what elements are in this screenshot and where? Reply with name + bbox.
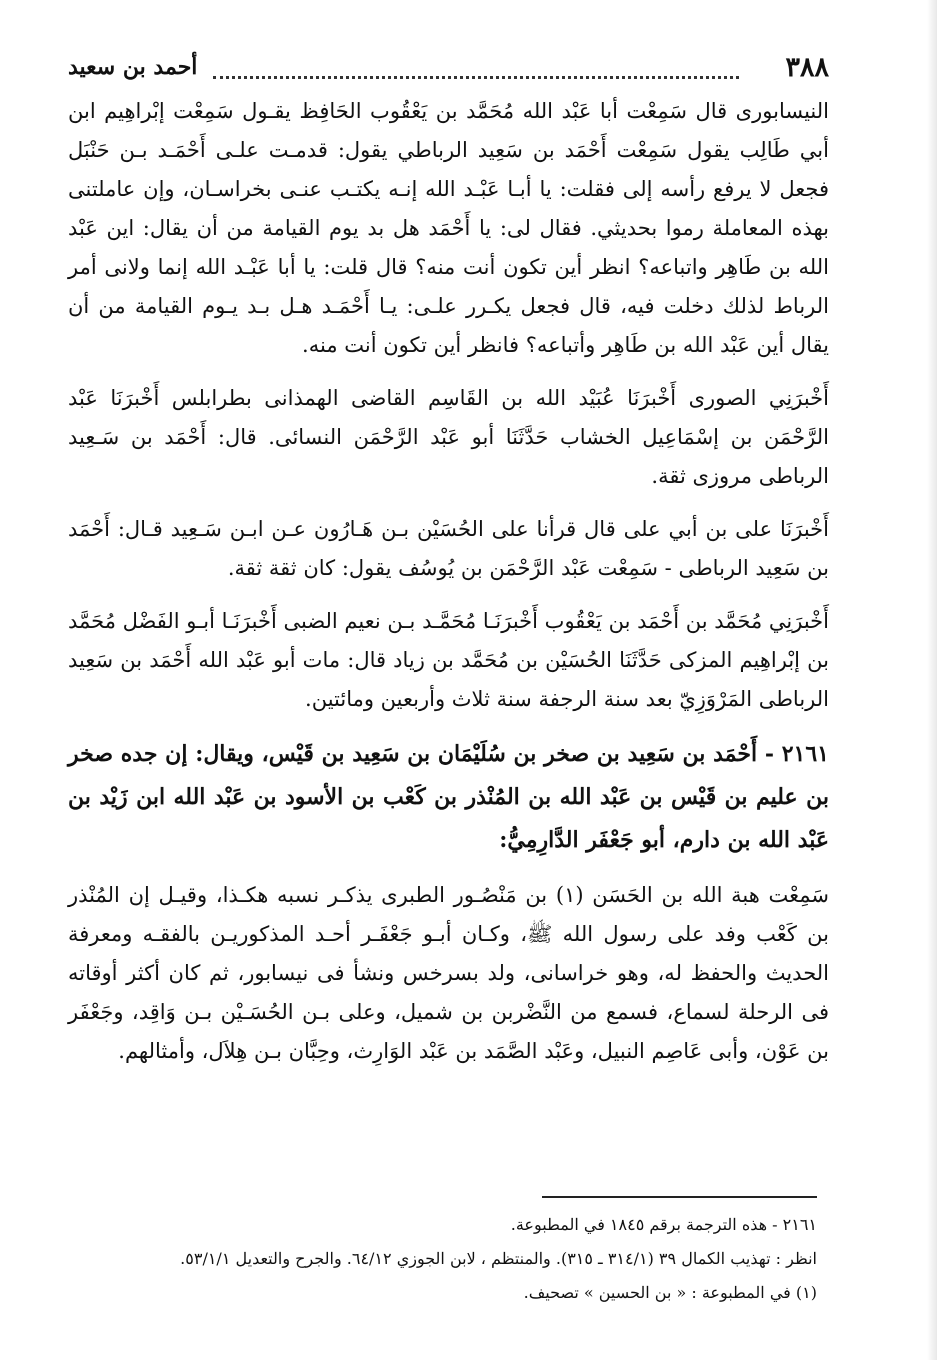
paragraph: النيسابورى قال سَمِعْت أبا عَبْد الله مُحَمَّد بن يَعْقُوب الحَافِظ يقـول سَمِعْت إبْراهِيم ابن أبي طَالِب يقول سَمِعْت أَحْمَد بن سَعِيد الرباطي يقول: قدمـت علـى أَحْمَـد بـن حَنْبَل فجعل لا يرفع رأسه إلى فقلت: يا أبـا عَبْـد الله إنـه يكتـب عنـى بخراسـان، وإن عاملتنى بهذه المعاملة رموا بحديثي. فقال لى: يا أَحْمَد هل بد يوم القيامة من أن يقال: اين عَبْد الله بن طَاهِر واتباعه؟ انظر أين تكون أنت منه؟ قال قلت: يا أبا عَبْـد الله إنما ولانى أمر الرباط لذلك دخلت فيه، قال فجعل يكـرر علـى: يـا أَحْمَـد هـل بـد يـوم القيامة من أن يقال أين عَبْد الله بن طَاهِر وأتباعه؟ فانظر أين تكون أنت منه. — [68, 99, 829, 357]
paragraph: أَخْبرَنِي الصورى أَخْبرَنَا عُبَيْد الله بن القَاسِم القاضى الهمذانى بطرابلس أَخْبرَنَا عَبْد الرَّحْمَن بن إسْمَاعِيل الخشاب حَدَّثَنَا أبو عَبْد الرَّحْمَن النسائى. قال: أَحْمَد بن سَـعِيد الرباطى مروزى ثقة. — [68, 386, 829, 488]
entry-paragraph: سَمِعْت هبة الله بن الحَسَن (١) بن مَنْصُـور الطبرى يذكـر نسبه هكـذا، وقيـل إن المُنْذر بن كَعْب وفد على رسول الله ﷺ، وكـان أبـو جَعْفَـر أحـد المذكوريـن بالفقـه ومعرفة الحديث والحفظ له، وهو خراسانى، ولد بسرخس ونشأ فى نيسابور، ثم كان أكثر أوقاته فى الرحلة لسماع، فسمع من النَّضْربن بن شميل، وعلى بـن الحُسَـيْن بـن وَاقِد، وجَعْفَر بن عَوْن، وأبى عَاصِم النبيل، وعَبْد الصَّمَد بن عَبْد الوَارِث، وحِبَّان بـن هِلاَل، وأمثالهم. — [68, 883, 829, 1063]
footnote-separator — [542, 1196, 817, 1198]
main-text — [68, 92, 829, 1085]
paragraph: أَخْبرَنَا على بن أبي على قال قرأنا على الحُسَيْن بـن هَـارُون عـن ابـن سَـعِيد قـال: أَحْمَد بن سَعِيد الرباطى - سَمِعْت عَبْد الرَّحْمَن بن يُوسُف يقول: كان ثقة ثقة. — [68, 517, 829, 580]
paragraph: أَخْبرَنِي مُحَمَّد بن أَحْمَد بن يَعْقُوب أَخْبرَنَـا مُحَمَّـد بـن نعيم الضبى أَخْبرَنَـا أبـو الفَضْل مُحَمَّد بن إبْراهِيم المزكى حَدَّثَنَا الحُسَيْن بن مُحَمَّد بن زياد قال: مات أبو عَبْد الله أَحْمَد بن سَعِيد الرباطى المَرْوَزِيّ بعد سنة الرجفة سنة ثلاث وأربعين ومائتين. — [68, 609, 829, 711]
footnote: انظر : تهذيب الكمال ٣٩ (٣١٤/١ ـ ٣١٥). والمنتظم ، لابن الجوزي ٦٤/١٢. والجرح والتعديل ٥٣/١/١. — [180, 1249, 817, 1268]
scan-edge-shadow — [927, 0, 937, 1360]
header-dotted-leader — [213, 76, 739, 79]
page-number: ٣٨٨ — [785, 52, 829, 83]
running-title: أحمد بن سعيد — [68, 54, 198, 80]
footnote: ٢١٦١ - هذه الترجمة برقم ١٨٤٥ في المطبوعة. — [510, 1215, 817, 1234]
running-header — [68, 52, 829, 92]
footnote: (١) في المطبوعة : « بن الحسين » تصحيف. — [523, 1283, 817, 1302]
entry-heading: ٢١٦١ - أَحْمَد بن سَعِيد بن صخر بن سُلَيْمَان بن سَعِيد بن قَيْس، ويقال: إن جده صخر بن عليم بن قَيْس بن عَبْد الله بن المُنْذر بن كَعْب بن الأسود بن عَبْد الله ابن زَيْد بن عَبْد الله بن دارم، أبو جَعْفَر الدَّارِمِيُّ: — [68, 741, 829, 853]
footnotes — [68, 1210, 817, 1312]
